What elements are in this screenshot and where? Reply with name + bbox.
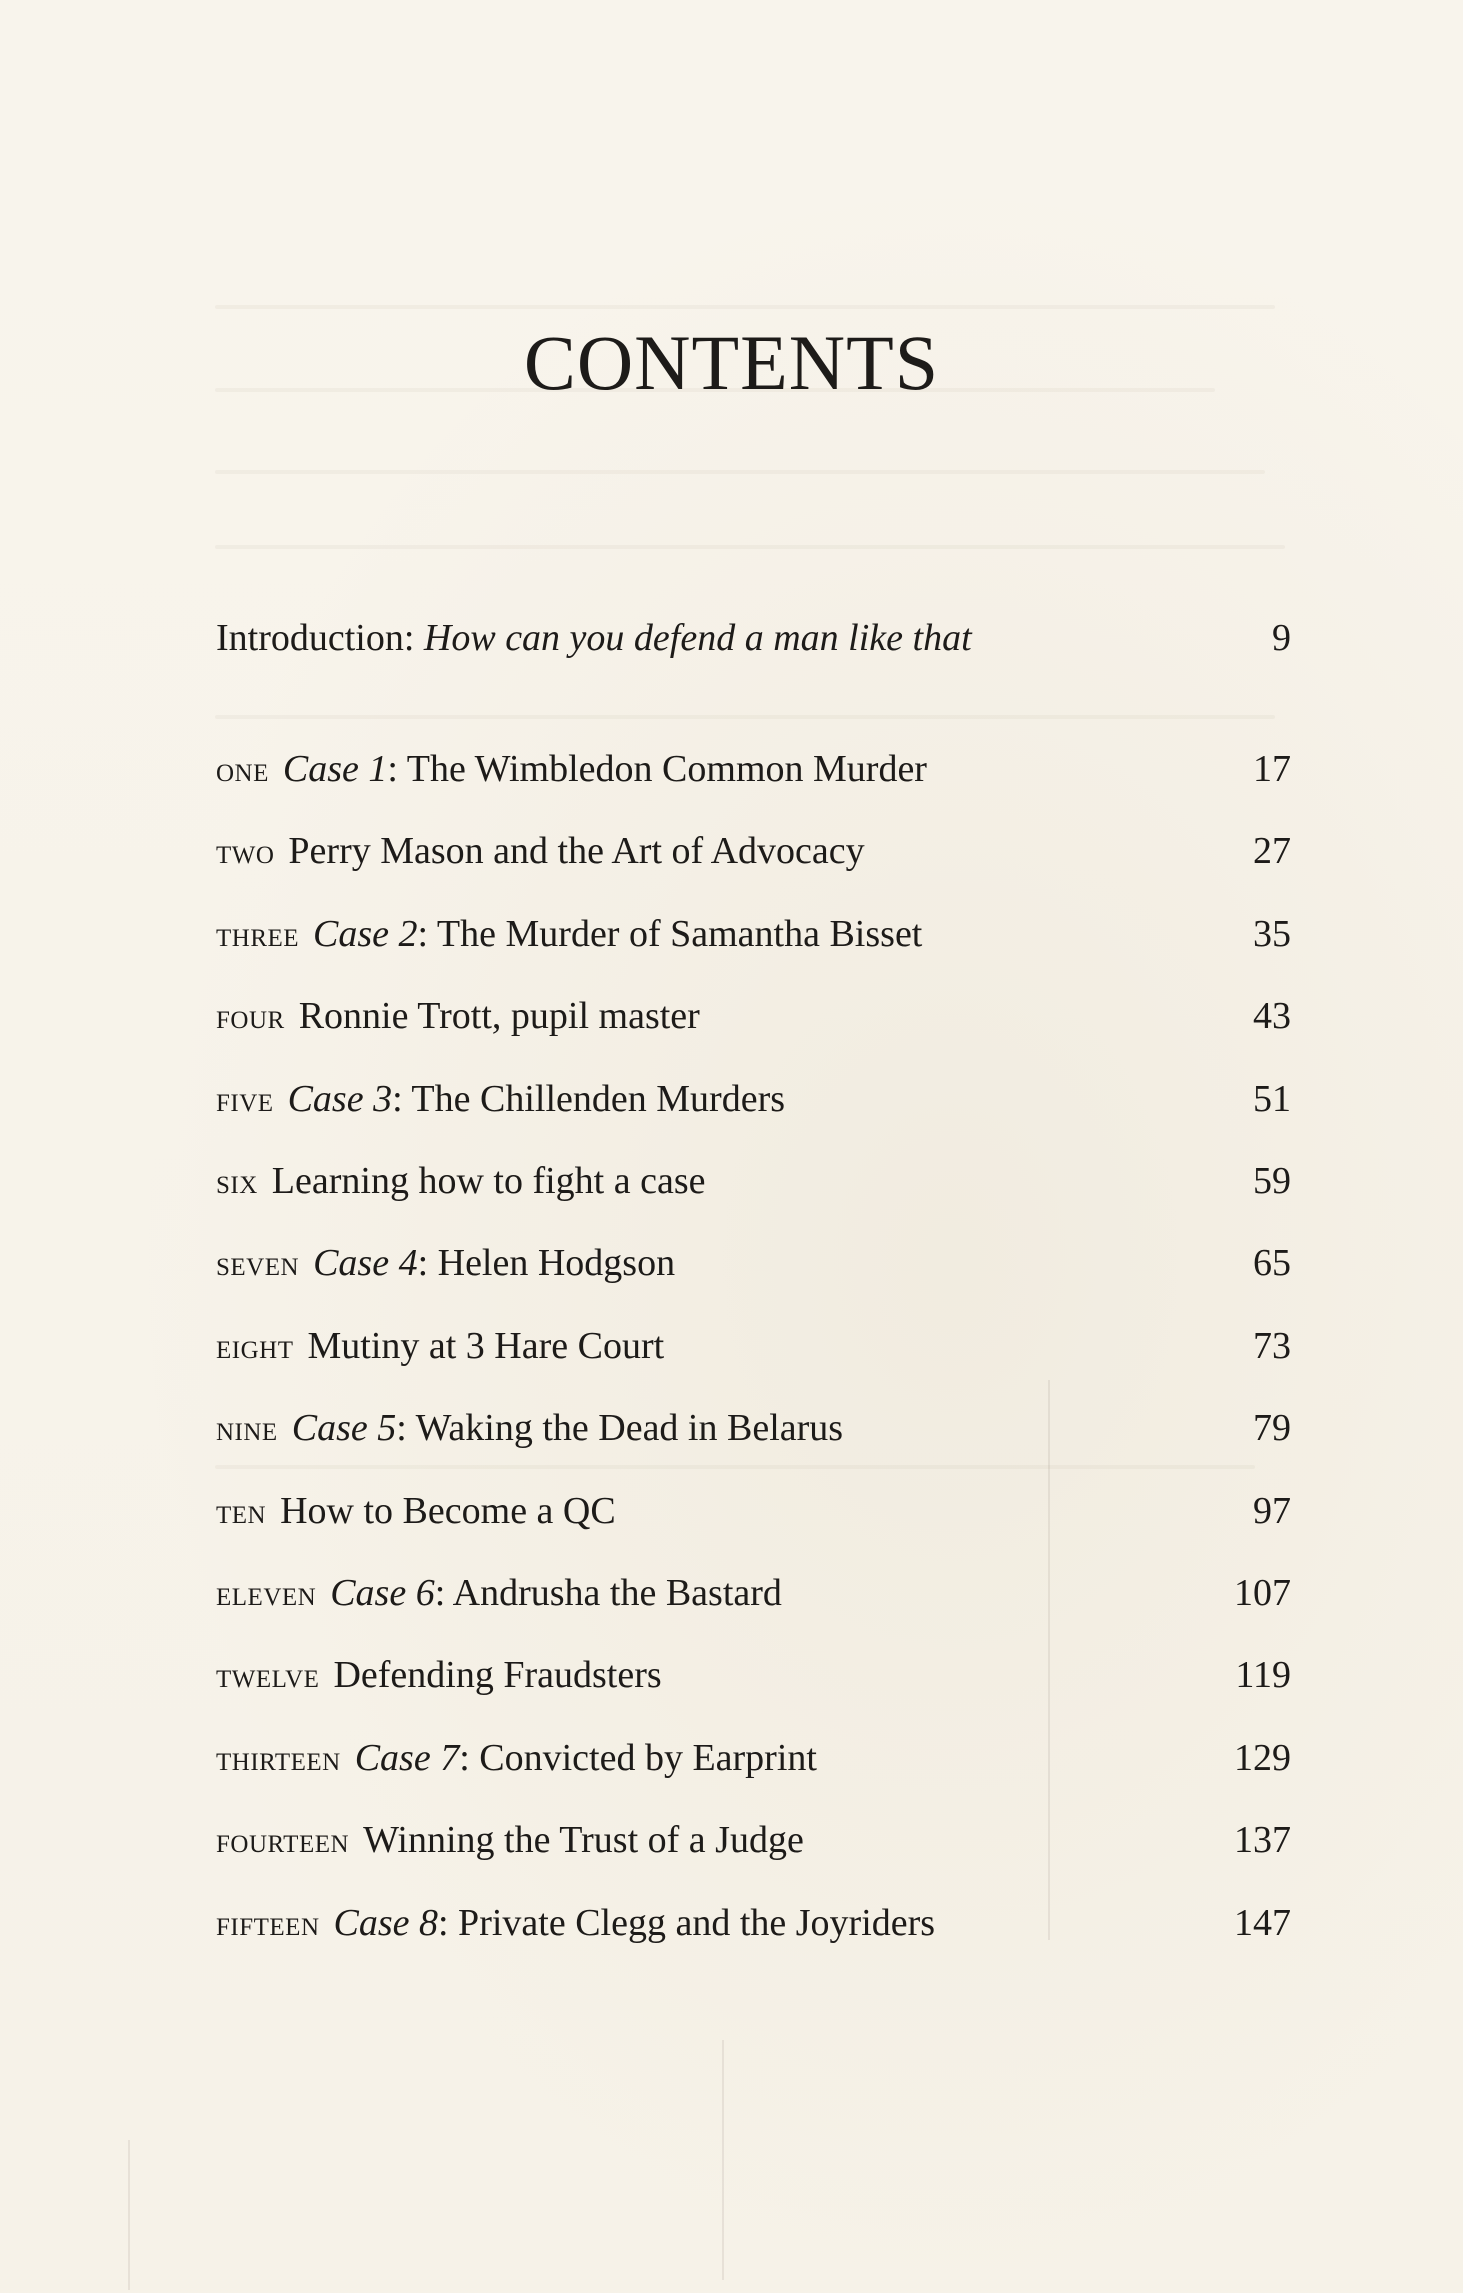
chapter-number: seven <box>216 1243 300 1284</box>
case-label: Case 4 <box>313 1242 418 1285</box>
toc-row <box>216 1645 1291 1705</box>
paper-crease <box>128 2140 130 2290</box>
toc-page-number: 73 <box>1253 1324 1291 1367</box>
toc-intro-text <box>216 608 1211 668</box>
case-label: Case 6 <box>330 1572 435 1614</box>
case-label: Case 5 <box>291 1407 397 1450</box>
toc-row <box>216 1316 1291 1376</box>
toc-entry-text <box>216 1398 1211 1458</box>
intro-subtitle: How can you defend a man like that <box>423 617 972 659</box>
toc-entry-text <box>216 986 1211 1046</box>
toc-page-number: 9 <box>1272 617 1291 659</box>
show-through-line <box>215 305 1275 309</box>
case-label: Case 7 <box>354 1736 460 1779</box>
chapter-number: three <box>216 913 300 954</box>
toc-page-number: 65 <box>1253 1242 1291 1285</box>
toc-entry-text <box>216 1893 1211 1953</box>
toc-row <box>216 1728 1291 1788</box>
show-through-line <box>215 545 1285 549</box>
page-title: CONTENTS <box>523 319 940 406</box>
chapter-number: thirteen <box>216 1737 341 1778</box>
chapter-title: Perry Mason and the Art of Advocacy <box>288 830 865 873</box>
case-label: Case 1 <box>282 748 388 790</box>
chapter-title: How to Become a QC <box>280 1489 616 1532</box>
toc-entry-text <box>216 1810 1211 1870</box>
toc-row <box>216 1069 1291 1129</box>
chapter-number: fifteen <box>216 1902 320 1943</box>
chapter-title: Mutiny at 3 Hare Court <box>307 1324 665 1367</box>
chapter-number: one <box>216 749 269 789</box>
chapter-number: eight <box>216 1325 294 1366</box>
chapter-number: six <box>216 1161 258 1201</box>
chapter-number: twelve <box>216 1655 320 1696</box>
toc-entry-text <box>216 1316 1211 1376</box>
chapter-title: : Convicted by Earprint <box>459 1736 817 1779</box>
chapter-number: nine <box>216 1408 278 1449</box>
toc-page-number: 119 <box>1235 1654 1291 1697</box>
toc-page-number: 51 <box>1253 1077 1291 1120</box>
toc-row <box>216 1893 1291 1953</box>
toc-row <box>216 1481 1291 1541</box>
chapter-number: eleven <box>216 1573 317 1613</box>
toc-row <box>216 904 1291 964</box>
toc-entry-text <box>216 739 1211 799</box>
toc-entry-text <box>216 821 1211 881</box>
chapter-title: Ronnie Trott, pupil master <box>298 995 700 1038</box>
intro-label: Introduction: <box>216 617 415 659</box>
toc-page-number: 17 <box>1253 748 1291 790</box>
toc-row <box>216 739 1291 799</box>
toc-intro-row <box>216 608 1291 668</box>
chapter-title: : Helen Hodgson <box>417 1242 676 1285</box>
toc-page-number: 97 <box>1253 1489 1291 1532</box>
toc-entry-text <box>216 1069 1211 1129</box>
toc-page-number: 129 <box>1234 1736 1291 1779</box>
toc-entry-text <box>216 1645 1211 1705</box>
show-through-line <box>215 1465 1255 1469</box>
toc-entry-text <box>216 1233 1211 1293</box>
chapter-number: ten <box>216 1490 267 1531</box>
toc-row <box>216 986 1291 1046</box>
toc-page-number: 137 <box>1234 1819 1291 1862</box>
toc-row <box>216 1810 1291 1870</box>
chapter-title: : Andrusha the Bastard <box>434 1572 782 1614</box>
paper-crease <box>722 2040 724 2280</box>
toc-entry-text <box>216 1563 1211 1623</box>
chapter-title: Winning the Trust of a Judge <box>363 1819 804 1862</box>
chapter-number: two <box>216 831 275 872</box>
toc-page-number: 147 <box>1234 1901 1291 1944</box>
toc-page-number: 35 <box>1253 912 1291 955</box>
toc-entry-text <box>216 1728 1211 1788</box>
show-through-line <box>215 715 1275 719</box>
toc-page-number: 107 <box>1234 1572 1291 1614</box>
toc-entry-text <box>216 904 1211 964</box>
toc-page-number: 43 <box>1253 995 1291 1038</box>
case-label: Case 3 <box>287 1077 393 1120</box>
toc-row <box>216 1233 1291 1293</box>
chapter-title: : Waking the Dead in Belarus <box>396 1407 844 1450</box>
toc-row <box>216 1563 1291 1623</box>
toc-entry-text <box>216 1151 1211 1211</box>
show-through-line <box>215 470 1265 474</box>
toc-page-number: 79 <box>1253 1407 1291 1450</box>
chapter-number: fourteen <box>216 1820 350 1861</box>
chapter-title: : The Chillenden Murders <box>392 1077 786 1120</box>
toc-page-number: 27 <box>1253 830 1291 873</box>
toc-page-number: 59 <box>1253 1160 1291 1202</box>
chapter-number: five <box>216 1078 274 1119</box>
toc-row <box>216 821 1291 881</box>
chapter-title: : Private Clegg and the Joyriders <box>438 1901 936 1944</box>
toc-row <box>216 1151 1291 1211</box>
case-label: Case 8 <box>333 1901 438 1944</box>
toc-entry-text <box>216 1481 1211 1541</box>
chapter-title: Learning how to fight a case <box>271 1160 706 1202</box>
chapter-title: Defending Fraudsters <box>333 1654 662 1697</box>
chapter-number: four <box>216 996 285 1037</box>
case-label: Case 2 <box>313 912 418 955</box>
toc-row <box>216 1398 1291 1458</box>
chapter-title: : The Murder of Samantha Bisset <box>417 912 923 955</box>
chapter-title: : The Wimbledon Common Murder <box>387 748 927 790</box>
